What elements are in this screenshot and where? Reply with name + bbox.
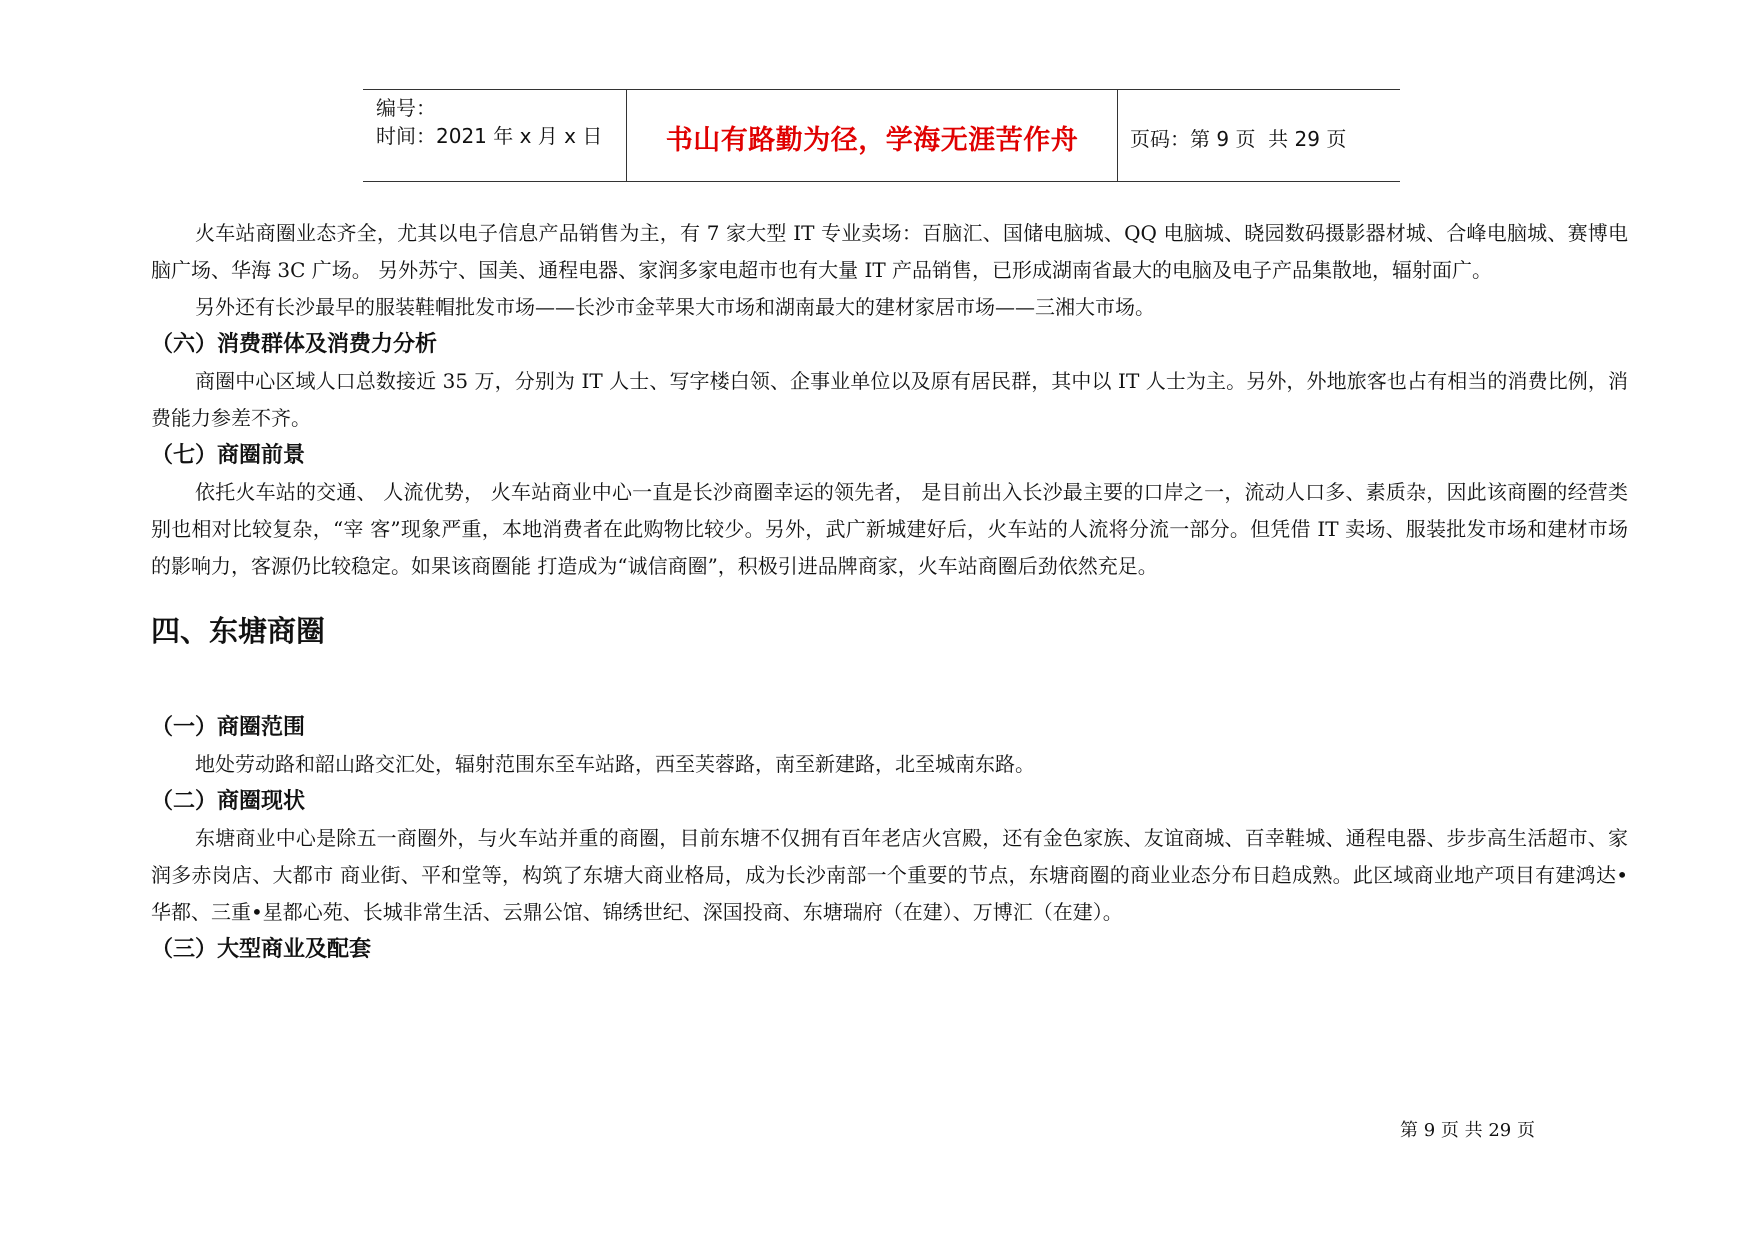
paragraph: 东塘商业中心是除五一商圈外，与火车站并重的商圈，目前东塘不仅拥有百年老店火宫殿，还有金色家族、友谊商城、百幸鞋城、通程电器、步步高生活超市、家润多赤岗店、大都市 商业街、平和堂等，构筑了东塘大商业格局，成为长沙南部一个重要的节点，东塘商圈的商业业态分布日趋成熟。此区域商业地产项目有建鸿达•华都、三重•星都心苑、长城非常生活、云鼎公馆、锦绣世纪、深国投商、东塘瑞府（在建）、万博汇（在建）。 (151, 826, 1628, 924)
document-header (363, 89, 1400, 182)
paragraph: 商圈中心区域人口总数接近 35 万，分别为 IT 人士、写字楼白领、企事业单位以及原有居民群，其中以 IT 人士为主。另外，外地旅客也占有相当的消费比例，消费能力参差不齐。 (151, 369, 1628, 430)
date-label: 时间：2021 年 x 月 x 日 (376, 124, 603, 148)
document-body (151, 215, 1628, 968)
page-footer: 第 9 页 共 29 页 (1400, 1120, 1535, 1141)
subsection-heading: （七）商圈前景 (151, 443, 306, 468)
header-motto: 书山有路勤为径，学海无涯苦作舟 (665, 125, 1079, 156)
subsection-heading: （三）大型商业及配套 (151, 937, 372, 962)
paragraph: 另外还有长沙最早的服装鞋帽批发市场——长沙市金苹果大市场和湖南最大的建材家居市场——三湘大市场。 (195, 295, 1155, 319)
number-label: 编号： (376, 96, 436, 120)
subsection-heading: （二）商圈现状 (151, 789, 306, 814)
section-heading: 四、东塘商圈 (151, 614, 326, 648)
paragraph: 火车站商圈业态齐全，尤其以电子信息产品销售为主，有 7 家大型 IT 专业卖场：百脑汇、国储电脑城、QQ 电脑城、晓园数码摄影器材城、合峰电脑城、赛博电脑广场、华海 3C 广场。 另外苏宁、国美、通程电器、家润多家电超市也有大量 IT 产品销售，已形成湖南省最大的电脑及电子产品集散地，辐射面广。 (151, 221, 1628, 282)
paragraph: 依托火车站的交通、 人流优势， 火车站商业中心一直是长沙商圈幸运的领先者， 是目前出入长沙最主要的口岸之一，流动人口多、素质杂，因此该商圈的经营类别也相对比较复杂，“宰 客”现象严重，本地消费者在此购物比较少。另外，武广新城建好后，火车站的人流将分流一部分。但凭借 IT 卖场、服装批发市场和建材市场的影响力，客源仍比较稳定。如果该商圈能 打造成为“诚信商圈”，积极引进品牌商家，火车站商圈后劲依然充足。 (151, 480, 1628, 578)
subsection-heading: （一）商圈范围 (151, 715, 306, 740)
header-divider (1117, 90, 1118, 181)
paragraph: 地处劳动路和韶山路交汇处，辐射范围东至车站路，西至芙蓉路，南至新建路，北至城南东路。 (195, 752, 1035, 776)
header-page-info: 页码：第 9 页 共 29 页 (1130, 127, 1347, 151)
header-meta (376, 94, 631, 150)
subsection-heading: （六）消费群体及消费力分析 (151, 332, 438, 357)
